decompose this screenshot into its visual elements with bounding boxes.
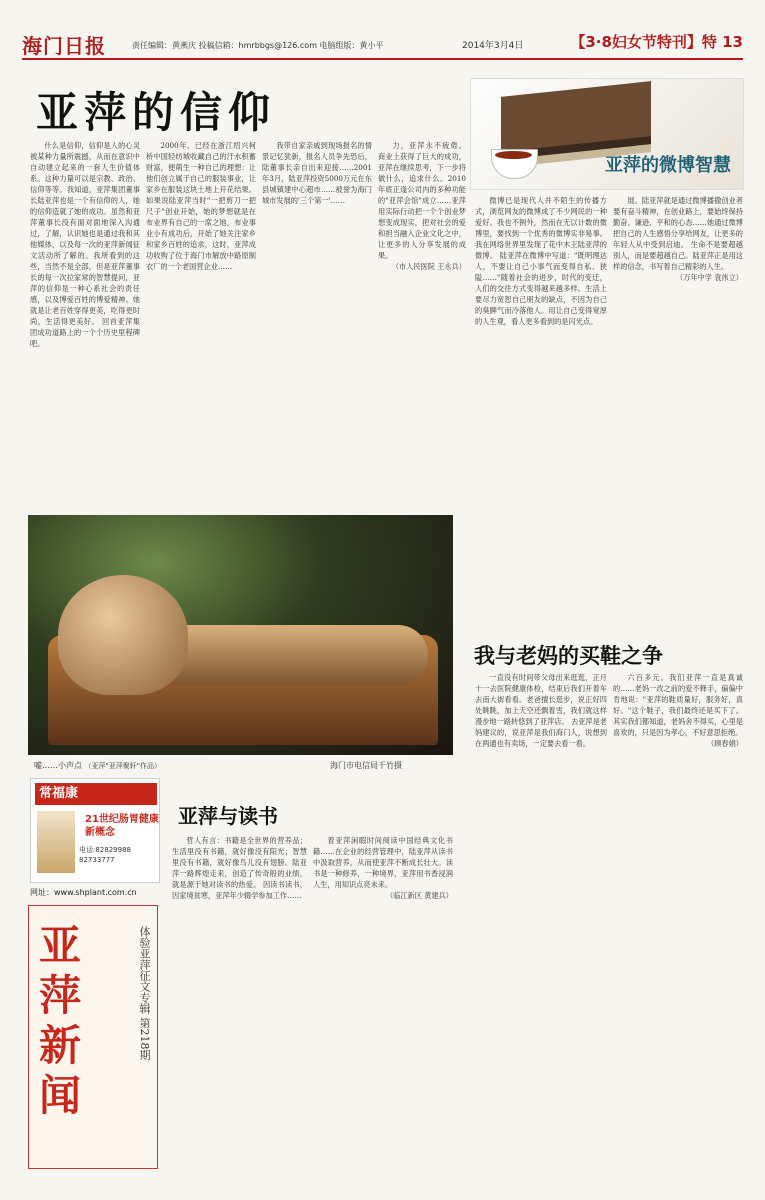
ad-slogan: 21世纪肠胃健康新概念 xyxy=(85,814,159,838)
article1-col2-text: 2000年，已经在浙江绍兴柯桥中国轻纺城收藏自己的汗水积蓄财富，便萌生一种自己的理想：让他们创立属于自己的服装事业，让家乡在服装这块土地上开花结果。如果说陆亚萍当时"一把剪刀一把尺子"创业开始，她的梦想就是在布业界有自己的一席之地，布业事业小有成功后，开始了她关注家乡和家乡百姓的追求，这时，亚萍成功收购了位于海门市解放中路原制衣厂的一个老国营企业…… xyxy=(146,141,256,271)
advertisement xyxy=(30,778,160,883)
special-issue-label: 【3·8妇女节特刊】特 13 xyxy=(570,33,743,51)
article1-col3-text: 我带自家亲戚到现场报名的情景记忆犹新，报名人员争先恐后，陆董事长亲自出来迎接……2001年3月，陆亚萍投资5000万元在东县城镇建中心超市……被誉为海门城市发展的'三个第一'…… xyxy=(262,141,372,205)
article3-signature: （临江新区 黄建兵） xyxy=(386,891,453,900)
article1-column xyxy=(378,140,466,505)
article3-column xyxy=(172,835,307,1165)
article3-title: 亚萍与读书 xyxy=(178,804,278,828)
books-image xyxy=(501,81,651,152)
article2-title: 我与老妈的买鞋之争 xyxy=(474,643,663,668)
weibo-hero-image xyxy=(470,78,744,190)
article1-column xyxy=(30,140,140,505)
article2-column xyxy=(475,672,607,1167)
article1-title: 亚萍的信仰 xyxy=(36,88,277,137)
article1-col1-text: 什么是信仰，信仰是人的心灵被某种力量所震撼，从而在意识中自动建立起来的一套人生价值体系。这种力量可以是宗教、政治、信仰等等。我知道，亚萍集团董事长陆亚萍也是一个有信仰的人，她的信仰造就了她的成功。虽然和亚萍董事长没有面对面地深入沟通过，了解，认识她也是通过我和其他媒体，以及每一次的亚萍新闻征文活动所了解的。我所看到的这些，当然不是全部，但是亚萍董事长的每一次拉家常的智慧提问，亚萍的信仰是一种心系社会的责任感，以及博爱百姓的博爱精神。她就是让老百姓穿得更美，吃得更时尚，生活得更美好。 回首亚萍集团成功道路上的一个个历史里程碑吧。 xyxy=(30,141,140,348)
issue-date: 2014年3月4日 xyxy=(462,41,524,51)
article3-col1-text: 哲人有言：书籍是全世界的营养品；生活里没有书籍，就好像没有阳光；智慧里没有书籍，就好像鸟儿没有翅膀。陆亚萍一路辉煌走来，创造了传奇般的业绩，就是源于她对读书的热爱。 因读书读书，因家境贫寒，亚萍年少辍学参加工作…… xyxy=(172,836,307,900)
article3-column xyxy=(313,835,453,1165)
ad-product-image xyxy=(37,811,75,873)
weibo-col1-text: 微博已是现代人并不陌生的传播方式，浏览网友的微博成了不少网民的一种爱好。我也不例外，然而在无以计数的微博里，要找到一个优秀的微博实非易事。我在网络世界里发现了花中木王陆亚萍的微博。 陆亚萍在微博中写道："既明理达人，不要让自己小事气而变得自私、狭隘……"随着社会的进步，时代的变迁，人们的交往方式变得越来越多样。生活上要尽力宽恕自己朋友的缺点，不因为自己的臭脾气而冷落他人。用让自己变得宽厚的人生观，看人更多看到的是闪光点。 xyxy=(475,196,607,326)
article1-col4-text: 力，亚萍永不疲倦。 商业上获得了巨大的成功，亚萍在继续思考，下一步将做什么，追求什么。2010年底正逢公司内的多种功能的"亚萍会馆"成立……亚萍用实际行动把一个个创业梦想变成现实，把对社会的爱和担当融入企业文化之中，让更多的人分享发展的成果。 xyxy=(378,141,466,260)
article2-col2-text: 六百多元。我们亚萍一直是真诚的……老妈一改之前的爱不释手，偏偏中肯地说："亚萍的鞋质量好，服务好，真好。"这个鞋子，我们最终还是买下了。 其实我们都知道，老妈舍不得买，心里是喜欢的，只是因为孝心，不好意思拒绝。 xyxy=(613,673,743,737)
weibo-column xyxy=(613,195,743,620)
article2-col1-text: 一直没有时间带父母出来逛逛，正月十一去医院健康体检，结束后我们开着车去南大街看看。老爸擅长逛步，说正好四处眺眺，加上天空还飘着雪，我们就这样漫步地一路转悠到了亚萍店。 去亚萍是老妈建议的，说亚萍是我们海门人，说想到在两通也有卖场，一定要去看一看。 xyxy=(475,673,607,748)
photo-caption-main: 嘘……小声点 xyxy=(34,761,82,770)
weibo-col2-text: 展。陆亚萍就是通过微博播撒创业者要有奋斗精神，在创业路上，要始终保持勤奋、谦逊、平和的心态……她通过微博把自己的人生感悟分享给网友，让更多的年轻人从中受到启迪。 生命不是要超越别人，而是要超越自己。陆亚萍正是用这样的信念，书写着自己精彩的人生。 xyxy=(613,196,743,271)
photo-caption-credit: （亚萍"亚萍聚轩"作品） xyxy=(84,762,161,770)
weibo-signature: （万年中学 袁伟立） xyxy=(676,273,743,282)
page-header xyxy=(22,28,743,60)
column-box-subtitle: 体验亚萍征文专辑 第218期 xyxy=(138,926,151,1061)
newspaper-logo: 海门日报 xyxy=(22,34,106,58)
article2-signature: （顾春娟） xyxy=(707,739,743,748)
ad-url: 网址：www.shplant.com.cn xyxy=(30,888,137,897)
article3-col2-text: 着亚萍闲暇时间阅读中国经典文化书籍……在企业的经营管理中，陆亚萍从读书中汲取营养，从而使亚萍不断成长壮大。读书是一种修养，一种境界，亚萍用书香浸润人生，用知识点亮未来。 xyxy=(313,836,453,889)
column-box xyxy=(28,905,158,1169)
weibo-title: 亚萍的微博智慧 xyxy=(605,155,731,176)
buddha-photo xyxy=(28,515,453,755)
buddha-head xyxy=(58,575,188,695)
article2-column xyxy=(613,672,743,1167)
ad-brand: 常福康 xyxy=(35,783,157,805)
article1-signature: （市人民医院 王永兵） xyxy=(391,262,466,271)
photo-credit: 海门市电信局千竹摄 xyxy=(330,761,402,770)
ad-phone: 电话:82829988 82733777 xyxy=(79,846,131,864)
column-box-title: 亚萍新闻 xyxy=(39,921,82,1120)
tea-surface xyxy=(495,151,532,159)
weibo-column xyxy=(475,195,607,620)
editor-meta: 责任编辑：黄燕庆 投稿信箱：hmrbbgs@126.com 电脑组版：黄小平 xyxy=(132,41,384,50)
photo-caption xyxy=(34,760,161,771)
article1-column xyxy=(146,140,256,505)
article1-column xyxy=(262,140,372,505)
reclining-figure xyxy=(148,625,428,685)
